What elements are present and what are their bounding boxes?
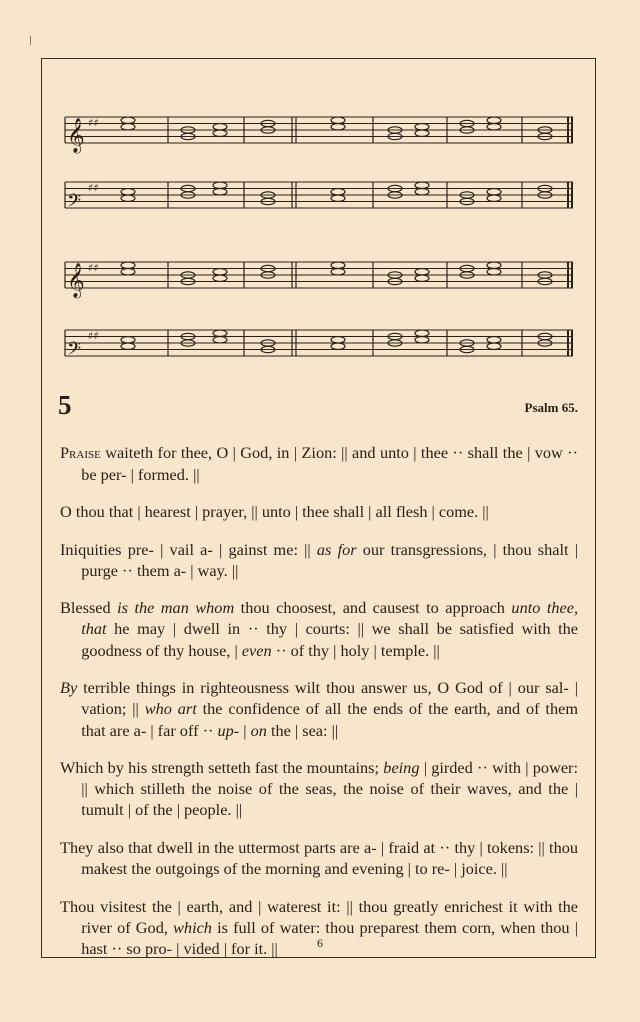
treble-clef-icon: 𝄞 (67, 263, 85, 298)
note-head (213, 337, 227, 343)
verse-6: Which by his strength setteth fast the mountains; being | girded ·· with | power: || which stilleth the noise of the seas, the noise of their waves, and the | tumult | of the | people. || (60, 758, 579, 820)
note-head (121, 343, 135, 349)
verse-8: Thou visitest the | earth, and | waterest it: || thou greatly enrichest it with the river of God, which is full of water: thou preparest them corn, when thou | hast ·· so pro- | vided | for it. || (60, 896, 578, 959)
note-head (415, 337, 429, 343)
note-head (487, 195, 501, 201)
verse-lead-word: Praise (60, 443, 101, 463)
note-head (415, 124, 429, 130)
note-head (487, 124, 501, 130)
note-head (121, 124, 135, 130)
psalm-header (58, 390, 578, 422)
note-head (331, 269, 345, 275)
note-head (213, 182, 227, 188)
verse-4: Blessed is the man whom thou choosest, and causest to approach unto thee, that he may | dwell in ·· thy | courts: || we shall be satisfied with the goodness of thy house, | even ·· of thy | holy | temple. || (60, 598, 579, 660)
note-head (121, 189, 135, 195)
note-head (487, 337, 501, 343)
note-head (487, 343, 501, 349)
note-head (121, 337, 135, 343)
note-head (331, 117, 345, 123)
note-head (415, 130, 429, 136)
note-head (415, 269, 429, 275)
chant-number: 5 (58, 390, 72, 420)
note-head (331, 262, 345, 268)
note-head (331, 195, 345, 201)
note-head (331, 343, 345, 349)
treble-clef-icon: 𝄞 (67, 118, 85, 153)
verse-1: Praise waiteth for thee, O | God, in | Zion: || and unto | thee ·· shall the | vow ·· be per- | formed. || (60, 443, 578, 484)
note-head (331, 337, 345, 343)
verse-3: Iniquities pre- | vail a- | gainst me: || as for our transgressions, | thou shalt | purge ·· them a- | way. || (60, 539, 578, 580)
note-head (487, 262, 501, 268)
verse-7: They also that dwell in the uttermost parts are a- | fraid at ·· thy | tokens: || thou makest the outgoings of the morning and evening | to re- | joice. || (60, 837, 578, 879)
note-head (121, 195, 135, 201)
note-head (415, 330, 429, 336)
note-head (121, 269, 135, 275)
verse-2: O thou that | hearest | prayer, || unto | thee shall | all flesh | come. || (60, 502, 489, 521)
note-head (415, 275, 429, 281)
note-head (331, 124, 345, 130)
note-head (415, 182, 429, 188)
note-head (487, 117, 501, 123)
note-head (121, 262, 135, 268)
psalm-reference: Psalm 65. (524, 400, 578, 415)
page-number: 6 (317, 936, 323, 950)
note-head (213, 124, 227, 130)
note-head (213, 275, 227, 281)
key-signature-icon: ♯♯ (88, 181, 99, 195)
note-head (213, 330, 227, 336)
note-head (213, 130, 227, 136)
key-signature-icon: ♯♯ (88, 116, 99, 130)
bass-clef-icon: 𝄢 (67, 191, 82, 216)
psalm-text (60, 426, 578, 965)
note-head (487, 189, 501, 195)
verse-5: By terrible things in righteousness wilt thou answer us, O God of | our sal- | vation; || who art the confidence of all the ends of the earth, and of them that are a- | far off ·· up- | on the | sea: || (60, 678, 578, 740)
chant-music-score (0, 0, 640, 380)
note-head (121, 117, 135, 123)
note-head (415, 189, 429, 195)
note-head (331, 189, 345, 195)
key-signature-icon: ♯♯ (88, 261, 99, 275)
note-head (213, 189, 227, 195)
note-head (213, 269, 227, 275)
key-signature-icon: ♯♯ (88, 329, 99, 343)
bass-clef-icon: 𝄢 (67, 339, 82, 364)
note-head (487, 269, 501, 275)
